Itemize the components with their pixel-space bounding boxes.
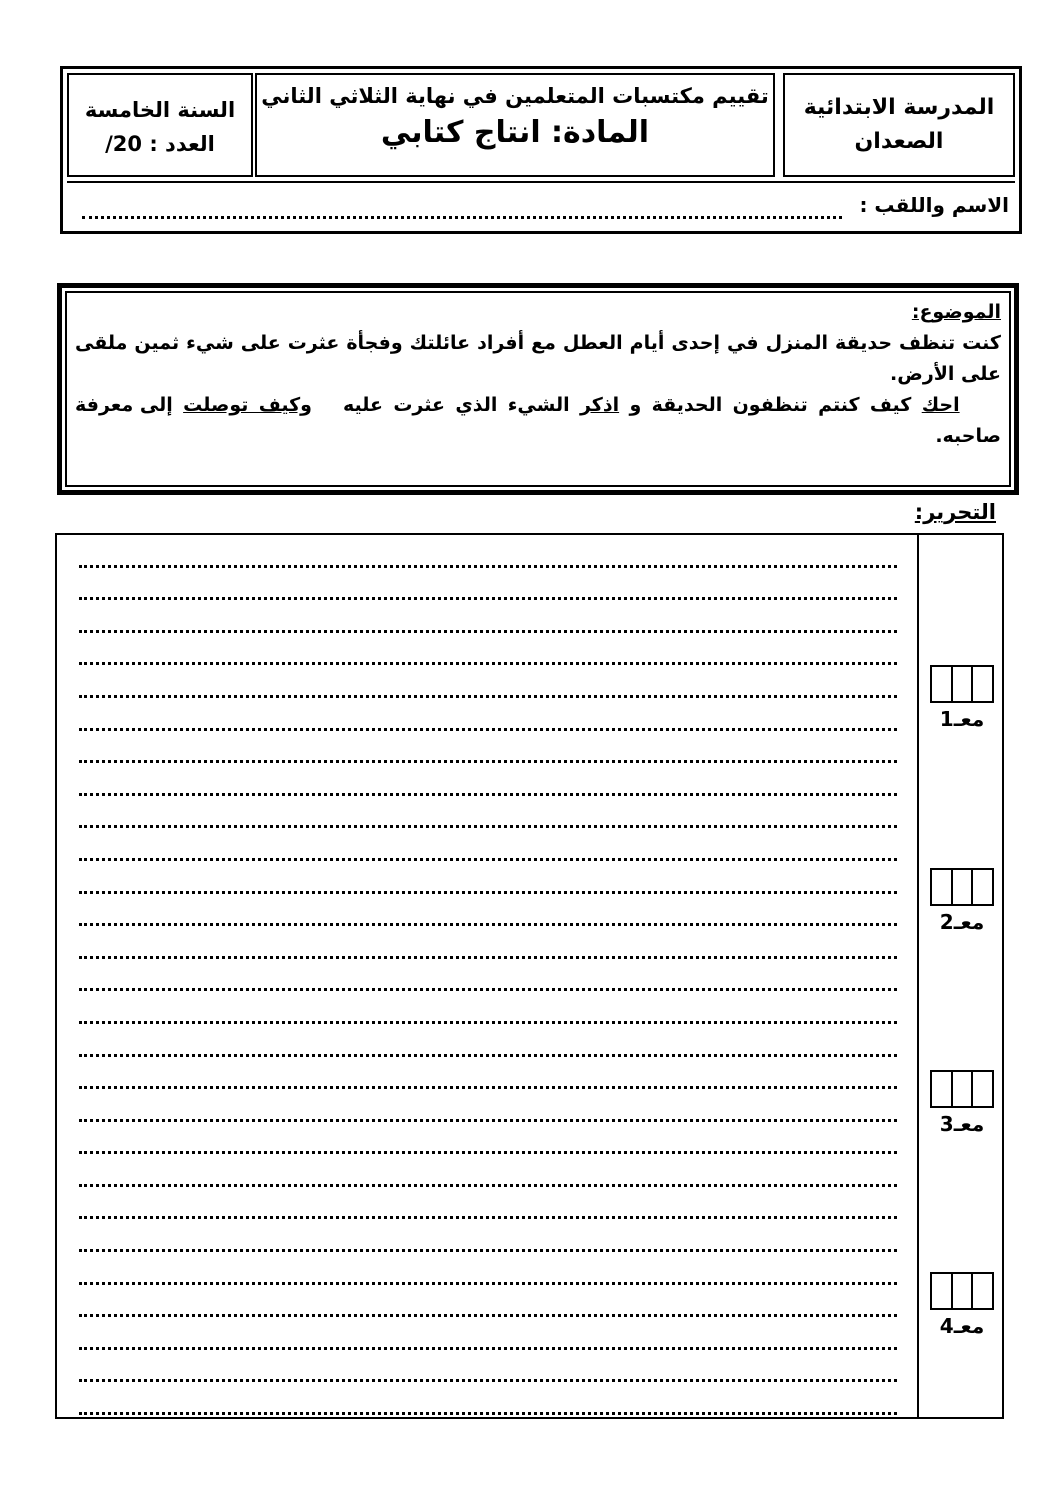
criterion-label: معـ3 [939,1112,985,1136]
criterion-label: معـ2 [939,910,985,934]
score-boxes[interactable] [930,1070,994,1108]
subject-title: المادة: انتاج كتابي [380,115,650,150]
name-label: الاسم واللقب : [859,193,1009,217]
exam-title: تقييم مكتسبات المتعلمين في نهاية الثلاثي الثاني [261,84,769,108]
writing-line[interactable] [79,1187,897,1220]
instruction-text: إلى معرفة صاحبه. [75,394,1001,447]
school-name: المدرسة الابتدائية [803,95,995,120]
criterion-1 [930,665,994,731]
writing-line[interactable] [79,665,897,698]
writing-line[interactable] [79,1317,897,1350]
writing-line[interactable] [79,1057,897,1090]
writing-line[interactable] [79,828,897,861]
criterion-label: معـ1 [939,707,985,731]
keyword-narrate: احك [921,394,960,416]
writing-line[interactable] [79,535,897,568]
writing-line[interactable] [79,763,897,796]
writing-line[interactable] [79,600,897,633]
criterion-label: معـ4 [939,1314,985,1338]
writing-line[interactable] [79,959,897,992]
school-cell [783,73,1015,177]
writing-line[interactable] [79,796,897,829]
instruction-text: الشيء الذي عثرت عليه [342,394,570,416]
instruction-text: كيف كنتم تنظفون الحديقة و [629,394,912,416]
writing-lines[interactable] [79,535,897,1415]
writing-line[interactable] [79,1154,897,1187]
keyword-how: وكيف توصلت [183,394,312,416]
writing-line[interactable] [79,926,897,959]
writing-line[interactable] [79,894,897,927]
criteria-column [917,535,1002,1417]
writing-line[interactable] [79,731,897,764]
exam-header [60,66,1022,234]
level-cell [67,73,253,177]
school-location: الصعدان [854,129,944,154]
score-boxes[interactable] [930,1272,994,1310]
writing-line[interactable] [79,1219,897,1252]
name-row [67,181,1015,229]
writing-line[interactable] [79,568,897,601]
keyword-mention: اذكر [579,394,620,416]
score-boxes[interactable] [930,665,994,703]
writing-line[interactable] [79,1285,897,1318]
name-input[interactable] [82,194,842,219]
criterion-4 [930,1272,994,1338]
grade-level: السنة الخامسة [84,98,236,122]
writing-line[interactable] [79,1382,897,1415]
topic-text: كنت تنظف حديقة المنزل في إحدى أيام العطل مع أفراد عائلتك وفجأة عثرت على شيء ثمين ملقى على الأرض. [75,332,1001,385]
writing-line[interactable] [79,1252,897,1285]
writing-area [55,533,1004,1419]
writing-label: التحرير: [914,500,996,524]
writing-line[interactable] [79,1089,897,1122]
title-cell [255,73,775,177]
writing-line[interactable] [79,861,897,894]
writing-line[interactable] [79,633,897,666]
score-boxes[interactable] [930,868,994,906]
topic-box [57,283,1019,495]
topic-label: الموضوع: [911,301,1001,323]
criterion-2 [930,868,994,934]
writing-line[interactable] [79,1122,897,1155]
writing-line[interactable] [79,1350,897,1383]
topic-instructions [75,390,1001,452]
writing-line[interactable] [79,698,897,731]
writing-line[interactable] [79,991,897,1024]
criterion-3 [930,1070,994,1136]
writing-line[interactable] [79,1024,897,1057]
score-field: العدد : 20/ [105,132,215,156]
